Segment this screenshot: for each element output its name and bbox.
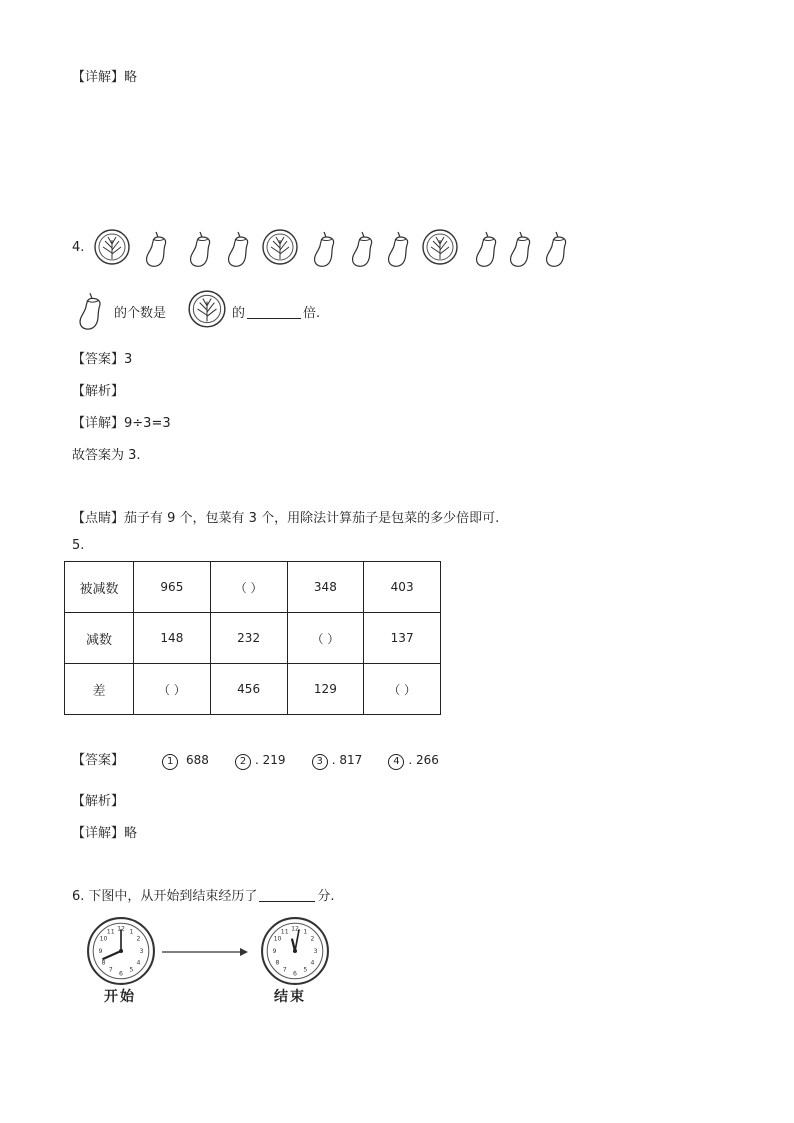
q4-vegetable-row xyxy=(92,226,582,270)
start-label: 开始 xyxy=(104,989,136,1005)
table-cell: 403 xyxy=(364,562,441,613)
end-clock xyxy=(260,916,330,986)
table-row xyxy=(65,613,441,664)
q4-sentence-rest xyxy=(232,302,320,321)
detail-tag: 【详解】 xyxy=(72,416,125,431)
answer-value: . 219 xyxy=(255,753,286,767)
clock-icon xyxy=(260,916,330,986)
svg-text:6: 6 xyxy=(293,970,297,978)
table-cell[interactable]: （ ） xyxy=(287,613,364,664)
table-row xyxy=(65,562,441,613)
detail-tag: 【详解】 xyxy=(72,70,125,85)
start-clock xyxy=(86,916,156,986)
svg-text:10: 10 xyxy=(273,935,282,943)
svg-text:2: 2 xyxy=(310,935,315,943)
answer-item-1 xyxy=(162,753,209,770)
q4-sentence-part2: 的 xyxy=(232,306,246,321)
svg-text:12: 12 xyxy=(117,925,125,933)
answer-value: . 817 xyxy=(331,753,363,767)
svg-text:5: 5 xyxy=(303,966,308,974)
svg-text:4: 4 xyxy=(310,959,315,967)
svg-text:2: 2 xyxy=(136,935,141,943)
q4-eggplant-icon xyxy=(74,289,108,333)
svg-text:12: 12 xyxy=(291,925,299,933)
table-row xyxy=(65,664,441,715)
row-header: 差 xyxy=(65,664,134,715)
answer-value: . 266 xyxy=(408,753,439,767)
answer-blank[interactable] xyxy=(259,889,315,902)
table-cell[interactable]: （ ） xyxy=(210,562,287,613)
circled-number: 1 xyxy=(162,754,178,770)
clock-icon xyxy=(86,916,156,986)
svg-text:9: 9 xyxy=(272,948,277,956)
q4-conclusion: 故答案为 3. xyxy=(72,448,141,463)
svg-text:6: 6 xyxy=(119,970,123,978)
table-cell: 148 xyxy=(134,613,211,664)
table-cell: 348 xyxy=(287,562,364,613)
tip-tag: 【点睛】 xyxy=(72,511,125,526)
detail-tag: 【详解】 xyxy=(72,826,125,841)
svg-text:1: 1 xyxy=(303,928,308,936)
subtraction-table xyxy=(64,561,441,715)
svg-text:8: 8 xyxy=(275,959,280,967)
q5-analysis-tag: 【解析】 xyxy=(72,794,125,809)
detail-text: 略 xyxy=(124,826,138,841)
detail-text: 略 xyxy=(124,70,138,85)
q4-number: 4. xyxy=(72,240,85,255)
answer-item-2 xyxy=(235,753,286,770)
vegetable-row-image xyxy=(92,226,582,270)
arrow xyxy=(162,946,248,958)
table-cell[interactable]: （ ） xyxy=(134,664,211,715)
q4-cabbage-icon xyxy=(186,289,228,331)
svg-text:11: 11 xyxy=(280,928,289,936)
table-cell: 232 xyxy=(210,613,287,664)
table-cell: 137 xyxy=(364,613,441,664)
answer-item-3 xyxy=(312,753,363,770)
arrow-right-icon xyxy=(162,946,248,958)
q4-sentence-part1: 的个数是 xyxy=(114,306,167,321)
svg-text:10: 10 xyxy=(99,935,108,943)
table-cell: 456 xyxy=(210,664,287,715)
q4-answer xyxy=(72,348,132,367)
answer-item-4 xyxy=(388,753,439,770)
svg-text:3: 3 xyxy=(139,948,144,956)
q5-detail xyxy=(72,822,137,841)
q6-question xyxy=(72,885,335,904)
svg-text:11: 11 xyxy=(106,928,115,936)
svg-text:5: 5 xyxy=(129,966,134,974)
svg-text:8: 8 xyxy=(101,959,106,967)
circled-number: 4 xyxy=(388,754,404,770)
svg-text:4: 4 xyxy=(136,959,141,967)
answer-tag: 【答案】 xyxy=(72,753,125,768)
tip-text: 茄子有 9 个，包菜有 3 个，用除法计算茄子是包菜的多少倍即可. xyxy=(124,511,500,526)
detail-text: 9÷3=3 xyxy=(124,416,171,431)
answer-value: 688 xyxy=(182,753,209,767)
answer-value: 3 xyxy=(124,352,133,367)
q3-detail xyxy=(72,66,137,85)
answer-blank[interactable] xyxy=(247,306,301,319)
q4-tip xyxy=(72,507,499,526)
svg-text:7: 7 xyxy=(282,966,287,974)
q6-number: 6. xyxy=(72,889,85,904)
table-cell[interactable]: （ ） xyxy=(364,664,441,715)
circled-number: 3 xyxy=(312,754,328,770)
q4-detail xyxy=(72,412,171,431)
svg-text:9: 9 xyxy=(98,948,103,956)
svg-text:7: 7 xyxy=(108,966,113,974)
q4-sentence-part3: 倍. xyxy=(303,306,321,321)
table-cell: 965 xyxy=(134,562,211,613)
row-header: 被减数 xyxy=(65,562,134,613)
svg-text:3: 3 xyxy=(313,948,318,956)
q4-analysis-tag: 【解析】 xyxy=(72,384,125,399)
end-label: 结束 xyxy=(274,989,306,1005)
q6-question-part1: 下图中，从开始到结束经历了 xyxy=(88,889,258,904)
table-cell: 129 xyxy=(287,664,364,715)
q5-answer xyxy=(72,749,461,770)
row-header: 减数 xyxy=(65,613,134,664)
answer-tag: 【答案】 xyxy=(72,352,125,367)
q6-question-part2: 分. xyxy=(317,889,335,904)
q5-number: 5. xyxy=(72,538,85,553)
circled-number: 2 xyxy=(235,754,251,770)
svg-text:1: 1 xyxy=(129,928,134,936)
